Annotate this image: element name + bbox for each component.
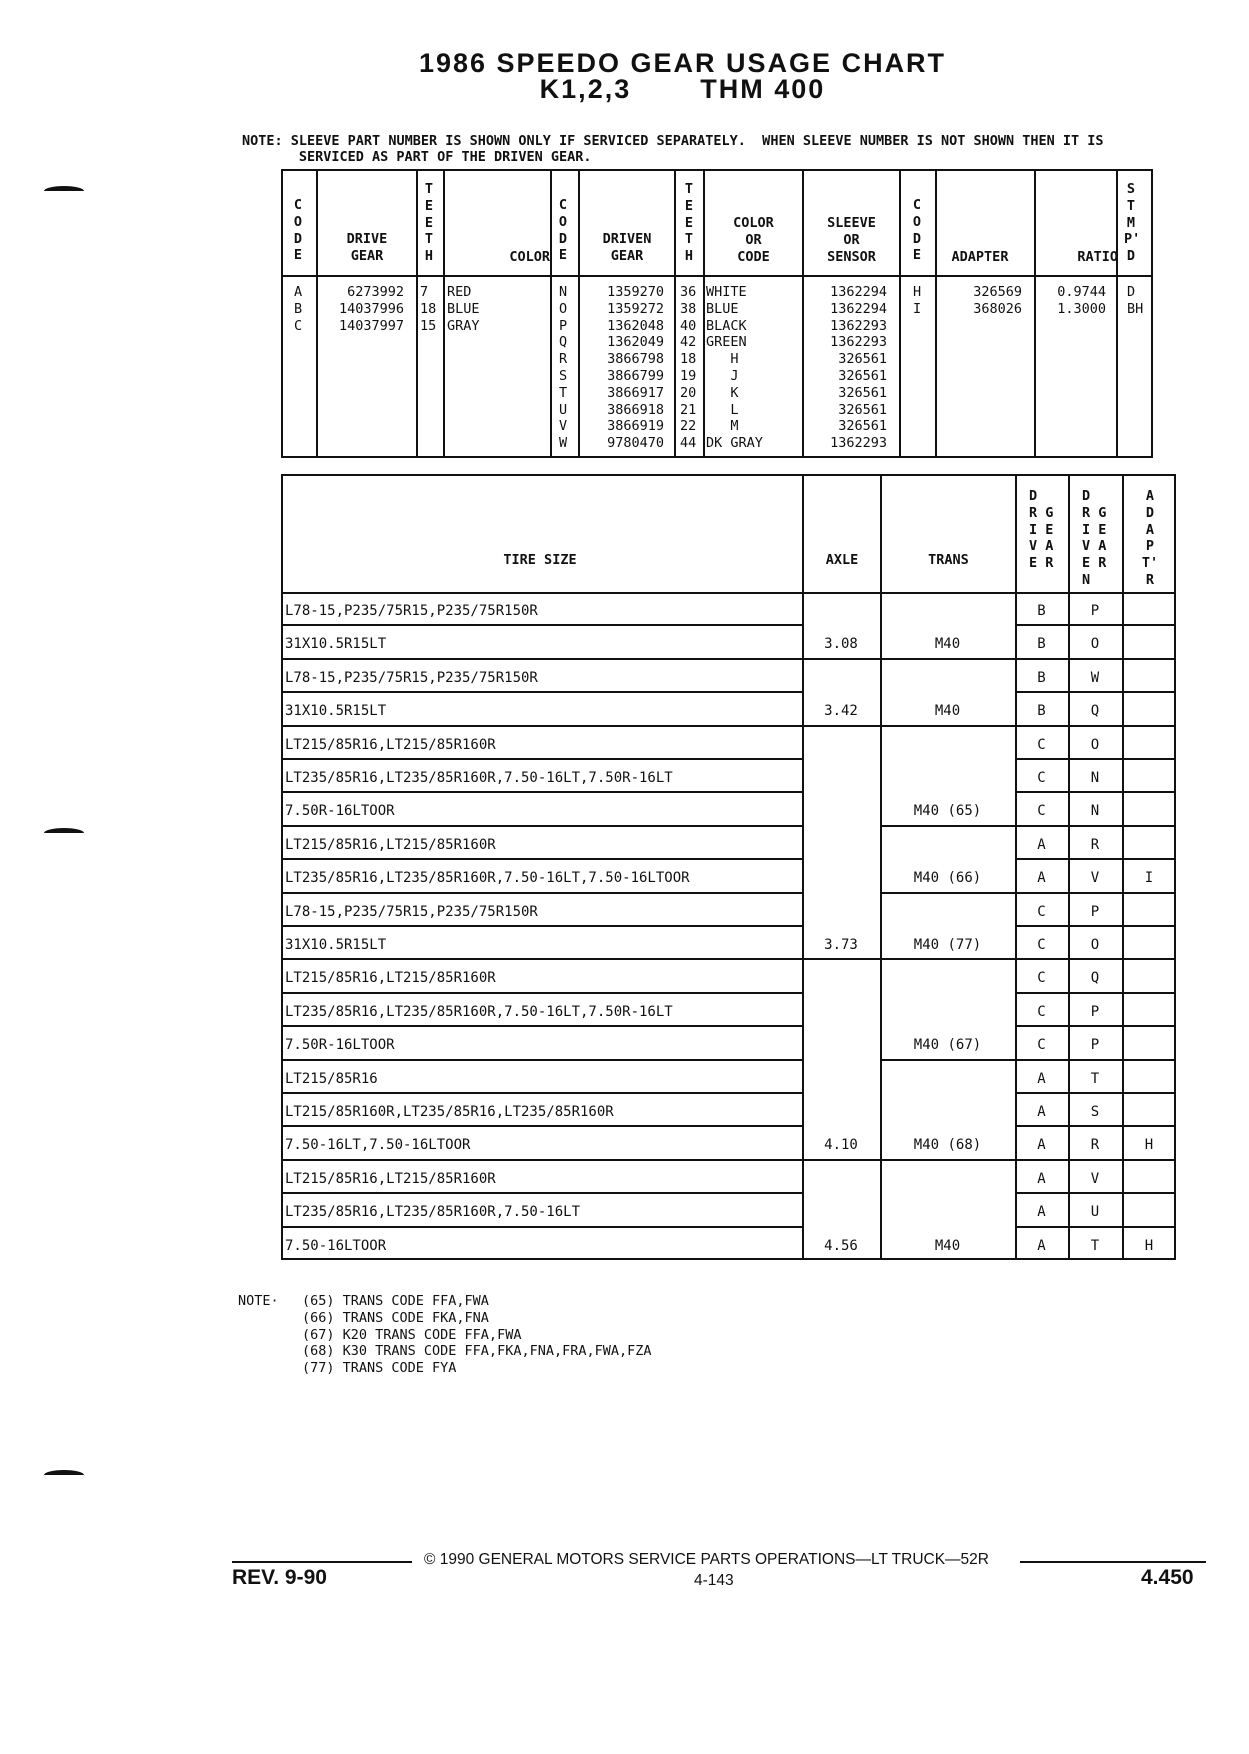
header-stamped: S T M P' D	[1124, 181, 1141, 265]
tire-size-cell: LT215/85R16,LT215/85R160R	[285, 836, 496, 853]
trans-group-divider	[880, 1059, 1015, 1061]
axle-group-divider	[802, 1159, 880, 1161]
code-row-divider	[1015, 791, 1176, 793]
trans-cell: M40 (77)	[913, 937, 982, 953]
drive-gear-code-cell: C	[1037, 803, 1046, 820]
axle-cell: 3.73	[824, 937, 858, 953]
header-drive-gear-code: D R G I E V A E R	[1029, 488, 1054, 572]
code-row-divider	[1015, 892, 1176, 894]
header-drive-color: COLOR	[509, 249, 550, 265]
drive-gear-code-cell: A	[1037, 1104, 1046, 1120]
tire-size-cell: LT215/85R16,LT215/85R160R	[285, 970, 496, 987]
top-note-label: NOTE:	[242, 133, 283, 149]
driven-gear-code-cell: O	[1090, 736, 1100, 753]
tire-row-divider	[281, 958, 802, 960]
footer-copyright: © 1990 GENERAL MOTORS SERVICE PARTS OPERATIONS—LT TRUCK—52R	[424, 1551, 989, 1568]
binder-mark-bottom	[44, 1470, 84, 1475]
tire-row-divider	[281, 1125, 802, 1127]
drive-gear-code-cell: C	[1037, 970, 1046, 987]
tire-size-cell: 31X10.5R15LT	[285, 636, 387, 653]
footer-section-number: 4.450	[1141, 1566, 1194, 1589]
code-row-divider	[1015, 1059, 1176, 1061]
drive-gear-code-cell: A	[1037, 1237, 1046, 1254]
header-sleeve-or-sensor: SLEEVE OR SENSOR	[827, 215, 876, 265]
driven-gear-code-cell: P	[1090, 1003, 1100, 1020]
trans-group-divider	[880, 958, 1015, 960]
binder-mark-middle	[44, 828, 84, 833]
header-driven-teeth: T E E T H	[684, 181, 694, 265]
drive-gear-code-cell: A	[1037, 836, 1046, 853]
drive-gear-code-cell: B	[1037, 703, 1046, 720]
tire-size-cell: L78-15,P235/75R15,P235/75R150R	[285, 903, 538, 920]
drive-gear-code-cell: B	[1037, 636, 1046, 653]
tire-row-divider	[281, 1192, 802, 1194]
driven-gear-code-cell: V	[1090, 1170, 1100, 1187]
driven-gear-code-cell: T	[1090, 1070, 1100, 1087]
tire-row-divider	[281, 691, 802, 693]
driven-colors: WHITE BLUE BLACK GREEN H J K L M DK GRAY	[706, 284, 763, 452]
driven-gear-code-cell: O	[1090, 937, 1100, 953]
trans-cell: M40	[934, 1237, 961, 1254]
code-row-divider	[1015, 858, 1176, 860]
adapter-code-cell: I	[1144, 870, 1154, 887]
tire-row-divider	[281, 825, 802, 827]
code-row-divider	[1015, 825, 1176, 827]
axle-cell: 3.08	[824, 636, 858, 653]
driven-gear-code-cell: N	[1090, 803, 1100, 820]
tire-size-cell: L78-15,P235/75R15,P235/75R150R	[285, 669, 538, 686]
trans-cell: M40 (66)	[913, 870, 982, 887]
driven-gear-code-cell: Q	[1090, 970, 1100, 987]
driven-gear-code-cell: R	[1090, 1137, 1100, 1154]
adapter-part-numbers: 326569 368026	[973, 284, 1022, 317]
tire-row-divider	[281, 791, 802, 793]
drive-codes: A B C	[294, 284, 303, 334]
code-row-divider	[1015, 1092, 1176, 1094]
tire-row-divider	[281, 658, 802, 660]
bottom-note-label: NOTE·	[238, 1293, 279, 1309]
driven-gear-code-cell: P	[1090, 903, 1100, 920]
gear-col-divider	[1116, 169, 1118, 458]
subtitle-models: K1,2,3	[539, 74, 632, 104]
header-drive-teeth: T E E T H	[424, 181, 434, 265]
code-row-divider	[1015, 691, 1176, 693]
drive-gear-code-cell: B	[1037, 603, 1046, 619]
code-row-divider	[1015, 725, 1176, 727]
driven-gear-code-cell: R	[1090, 836, 1100, 853]
gear-col-divider	[416, 169, 418, 458]
driven-gear-code-cell: T	[1090, 1237, 1100, 1254]
tire-row-divider	[281, 858, 802, 860]
tire-size-cell: LT235/85R16,LT235/85R160R,7.50-16LT,7.50R-16LT	[285, 770, 673, 786]
drive-gear-code-cell: B	[1037, 669, 1046, 686]
header-adapter: ADAPTER	[951, 249, 1009, 265]
axle-cell: 4.56	[824, 1237, 858, 1254]
tire-size-cell: LT215/85R16	[285, 1070, 378, 1087]
drive-gear-code-cell: C	[1037, 770, 1046, 786]
header-driven-code: C O D E	[558, 197, 568, 264]
tire-row-divider	[281, 725, 802, 727]
tire-row-divider	[281, 624, 802, 626]
adapter-code-cell: H	[1144, 1237, 1154, 1254]
footer-rule-left	[232, 1561, 412, 1563]
tire-size-cell: 7.50R-16LTOOR	[285, 803, 395, 820]
binder-mark-top	[44, 186, 84, 191]
sleeve-numbers: 1362294 1362294 1362293 1362293 326561 326561 326561 326561 326561 1362293	[830, 284, 887, 452]
code-row-divider	[1015, 624, 1176, 626]
adapter-ratios: 0.9744 1.3000	[1057, 284, 1106, 317]
driven-codes: N O P Q R S T U V W	[559, 284, 568, 452]
trans-cell: M40 (68)	[913, 1137, 982, 1154]
adapter-stamped: D BH	[1127, 284, 1144, 317]
footer-revision: REV. 9-90	[232, 1566, 327, 1589]
trans-group-divider	[880, 892, 1015, 894]
top-note	[242, 133, 1104, 165]
driven-gear-code-cell: O	[1090, 636, 1100, 653]
tire-row-divider	[281, 925, 802, 927]
trans-group-divider	[880, 1159, 1015, 1161]
code-row-divider	[1015, 958, 1176, 960]
drive-gear-code-cell: C	[1037, 736, 1046, 753]
driven-gear-code-cell: N	[1090, 770, 1100, 786]
axle-group-divider	[802, 725, 880, 727]
axle-group-divider	[802, 958, 880, 960]
tire-row-divider	[281, 758, 802, 760]
drive-gear-code-cell: A	[1037, 1170, 1046, 1187]
drive-gear-code-cell: C	[1037, 1003, 1046, 1020]
drive-gear-code-cell: A	[1037, 1204, 1046, 1221]
header-adapter-code: A D A P T' R	[1141, 488, 1159, 588]
drive-gear-code-cell: C	[1037, 1037, 1046, 1054]
gear-col-divider	[674, 169, 676, 458]
drive-gear-code-cell: A	[1037, 870, 1046, 887]
driven-gear-code-cell: P	[1090, 1037, 1100, 1054]
tire-row-divider	[281, 992, 802, 994]
gear-col-divider	[443, 169, 445, 458]
header-drive-gear: DRIVE GEAR	[346, 231, 388, 264]
tire-size-cell: LT215/85R160R,LT235/85R16,LT235/85R160R	[285, 1104, 614, 1120]
tire-size-cell: L78-15,P235/75R15,P235/75R150R	[285, 603, 538, 619]
tire-size-cell: 7.50-16LT,7.50-16LTOOR	[285, 1137, 471, 1154]
footer-rule-right	[1020, 1561, 1206, 1563]
trans-cell: M40	[934, 636, 961, 653]
tire-size-cell: 31X10.5R15LT	[285, 703, 387, 720]
code-row-divider	[1015, 658, 1176, 660]
bottom-note-lines: (65) TRANS CODE FFA,FWA (66) TRANS CODE FKA,FNA (67) K20 TRANS CODE FFA,FWA (68) K30 TRANS CODE FFA,FKA,FNA,FRA,FWA,FZA (77) TRANS CODE FYA	[302, 1293, 652, 1377]
adapter-code-cell: H	[1144, 1137, 1154, 1154]
code-row-divider	[1015, 992, 1176, 994]
tire-size-cell: 31X10.5R15LT	[285, 937, 387, 953]
usage-table-header-divider	[281, 592, 1176, 594]
header-driven-gear: DRIVEN GEAR	[602, 231, 652, 264]
trans-cell: M40 (67)	[913, 1037, 982, 1054]
tire-row-divider	[281, 1025, 802, 1027]
driven-gear-code-cell: S	[1090, 1104, 1100, 1120]
driven-teeth: 36 38 40 42 18 19 20 21 22 44	[680, 284, 697, 452]
tire-row-divider	[281, 892, 802, 894]
header-ratio: RATIO	[1077, 249, 1118, 265]
tire-size-cell: LT235/85R16,LT235/85R160R,7.50-16LT,7.50R-16LT	[285, 1003, 673, 1020]
driven-part-numbers: 1359270 1359272 1362048 1362049 3866798 3866799 3866917 3866918 3866919 9780470	[607, 284, 664, 452]
header-adapter-code: C O D E	[912, 197, 922, 264]
header-drive-code: C O D E	[293, 197, 303, 264]
drive-part-numbers: 6273992 14037996 14037997	[338, 284, 404, 334]
trans-group-divider	[880, 658, 1015, 660]
driven-gear-code-cell: P	[1090, 603, 1100, 619]
drive-teeth: 7 18 15	[420, 284, 437, 334]
tire-size-cell: LT235/85R16,LT235/85R160R,7.50-16LT,7.50-16LTOOR	[285, 870, 690, 887]
footer-page-number: 4-143	[694, 1572, 734, 1589]
driven-gear-code-cell: V	[1090, 870, 1100, 887]
tire-size-cell: 7.50R-16LTOOR	[285, 1037, 395, 1054]
header-tire-size: TIRE SIZE	[503, 552, 577, 568]
drive-gear-code-cell: A	[1037, 1070, 1046, 1087]
page-title: 1986 SPEEDO GEAR USAGE CHART	[418, 48, 947, 78]
tire-row-divider	[281, 1059, 802, 1061]
subtitle-transmission: THM 400	[700, 74, 826, 104]
gear-col-divider	[550, 169, 552, 458]
code-row-divider	[1015, 1226, 1176, 1228]
tire-row-divider	[281, 1092, 802, 1094]
tire-size-cell: LT215/85R16,LT215/85R160R	[285, 736, 496, 753]
tire-size-cell: LT235/85R16,LT235/85R160R,7.50-16LT	[285, 1204, 581, 1221]
axle-cell: 3.42	[824, 703, 858, 720]
top-note-text: SLEEVE PART NUMBER IS SHOWN ONLY IF SERVICED SEPARATELY. WHEN SLEEVE NUMBER IS NOT SHOWN THEN IT IS SERVICED AS PART OF THE DRIVEN GEAR.	[290, 133, 1104, 165]
trans-group-divider	[880, 825, 1015, 827]
drive-gear-code-cell: C	[1037, 937, 1046, 953]
tire-size-cell: LT215/85R16,LT215/85R160R	[285, 1170, 496, 1187]
page-subtitle	[58, 74, 1249, 105]
code-row-divider	[1015, 1192, 1176, 1194]
trans-cell: M40	[934, 703, 961, 720]
adapter-codes: H I	[913, 284, 922, 317]
axle-cell: 4.10	[824, 1137, 858, 1154]
drive-colors: RED BLUE GRAY	[447, 284, 480, 334]
driven-gear-code-cell: Q	[1090, 703, 1100, 720]
gear-col-divider	[899, 169, 901, 458]
driven-gear-code-cell: W	[1090, 669, 1100, 686]
drive-gear-code-cell: A	[1037, 1137, 1046, 1154]
header-driven-gear-code: D R G I E V A E R N	[1082, 488, 1107, 588]
header-color-or-code: COLOR OR CODE	[733, 215, 774, 265]
code-row-divider	[1015, 758, 1176, 760]
gear-col-divider	[703, 169, 705, 458]
trans-cell: M40 (65)	[913, 803, 982, 820]
gear-table-header-divider	[281, 275, 1153, 277]
header-axle: AXLE	[825, 552, 859, 568]
bottom-note	[238, 1293, 279, 1310]
code-row-divider	[1015, 1025, 1176, 1027]
code-row-divider	[1015, 925, 1176, 927]
trans-group-divider	[880, 725, 1015, 727]
tire-row-divider	[281, 1226, 802, 1228]
code-row-divider	[1015, 1125, 1176, 1127]
tire-size-cell: 7.50-16LTOOR	[285, 1237, 387, 1254]
axle-group-divider	[802, 658, 880, 660]
tire-row-divider	[281, 1159, 802, 1161]
header-trans: TRANS	[928, 552, 969, 568]
drive-gear-code-cell: C	[1037, 903, 1046, 920]
code-row-divider	[1015, 1159, 1176, 1161]
driven-gear-code-cell: U	[1090, 1204, 1100, 1221]
